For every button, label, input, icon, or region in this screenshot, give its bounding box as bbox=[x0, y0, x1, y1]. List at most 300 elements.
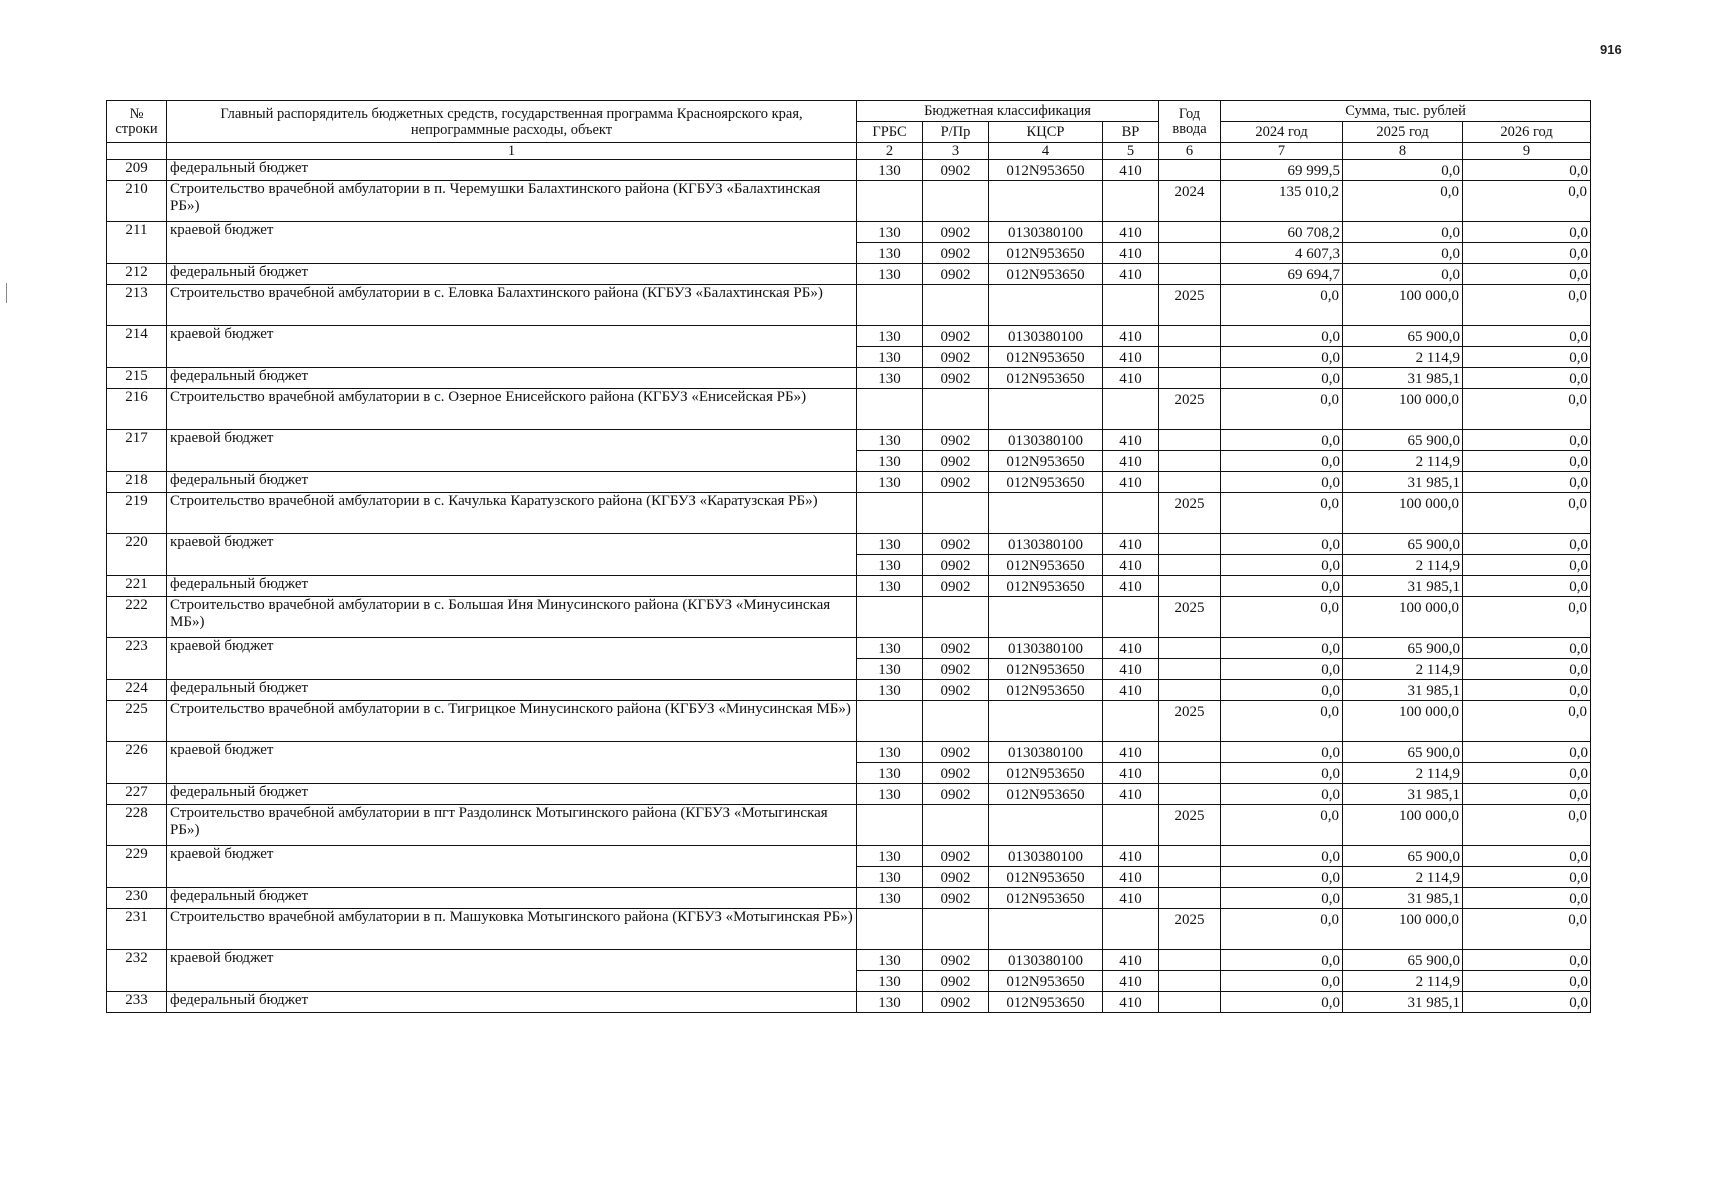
amount-2024-cell: 69 694,7 bbox=[1221, 264, 1343, 285]
header-grbs: ГРБС bbox=[857, 122, 923, 143]
header-rpr: Р/Пр bbox=[923, 122, 989, 143]
row-number: 228 bbox=[107, 805, 167, 846]
kcsr-cell bbox=[989, 181, 1103, 222]
kcsr-cell: 0130380100 bbox=[989, 222, 1103, 243]
row-number: 209 bbox=[107, 160, 167, 181]
kcsr-cell: 012N953650 bbox=[989, 160, 1103, 181]
row-name: Строительство врачебной амбулатории в с. Озерное Енисейского района (КГБУЗ «Енисейская РБ») bbox=[167, 389, 857, 430]
grbs-cell: 130 bbox=[857, 576, 923, 597]
row-number: 232 bbox=[107, 950, 167, 992]
grbs-cell bbox=[857, 597, 923, 638]
grbs-cell: 130 bbox=[857, 326, 923, 347]
amount-2025-cell: 31 985,1 bbox=[1343, 680, 1463, 701]
amount-2024-cell: 0,0 bbox=[1221, 576, 1343, 597]
table-header bbox=[107, 101, 1591, 160]
rpr-cell: 0902 bbox=[923, 742, 989, 763]
row-number: 212 bbox=[107, 264, 167, 285]
kcsr-cell: 012N953650 bbox=[989, 451, 1103, 472]
year-cell bbox=[1159, 659, 1221, 680]
amount-2026-cell: 0,0 bbox=[1463, 888, 1591, 909]
rpr-cell: 0902 bbox=[923, 992, 989, 1013]
year-cell bbox=[1159, 576, 1221, 597]
kcsr-cell: 0130380100 bbox=[989, 534, 1103, 555]
row-name: федеральный бюджет bbox=[167, 264, 857, 285]
row-number: 224 bbox=[107, 680, 167, 701]
header-index-9: 9 bbox=[1463, 143, 1591, 160]
kcsr-cell: 012N953650 bbox=[989, 784, 1103, 805]
row-number: 220 bbox=[107, 534, 167, 576]
amount-2026-cell: 0,0 bbox=[1463, 451, 1591, 472]
amount-2025-cell: 31 985,1 bbox=[1343, 472, 1463, 493]
header-index-8: 8 bbox=[1343, 143, 1463, 160]
year-cell: 2025 bbox=[1159, 805, 1221, 846]
grbs-cell: 130 bbox=[857, 742, 923, 763]
year-cell bbox=[1159, 888, 1221, 909]
table-row bbox=[107, 472, 1591, 493]
kcsr-cell: 0130380100 bbox=[989, 430, 1103, 451]
vr-cell: 410 bbox=[1103, 243, 1159, 264]
year-cell bbox=[1159, 950, 1221, 971]
kcsr-cell: 012N953650 bbox=[989, 867, 1103, 888]
table-row bbox=[107, 264, 1591, 285]
rpr-cell: 0902 bbox=[923, 659, 989, 680]
table-row bbox=[107, 992, 1591, 1013]
amount-2026-cell: 0,0 bbox=[1463, 389, 1591, 430]
amount-2024-cell: 0,0 bbox=[1221, 472, 1343, 493]
grbs-cell: 130 bbox=[857, 555, 923, 576]
grbs-cell: 130 bbox=[857, 680, 923, 701]
header-row-no: № строки bbox=[107, 101, 167, 143]
rpr-cell bbox=[923, 701, 989, 742]
grbs-cell bbox=[857, 181, 923, 222]
grbs-cell: 130 bbox=[857, 763, 923, 784]
amount-2025-cell: 31 985,1 bbox=[1343, 576, 1463, 597]
table-row bbox=[107, 222, 1591, 243]
vr-cell bbox=[1103, 805, 1159, 846]
kcsr-cell bbox=[989, 701, 1103, 742]
amount-2025-cell: 65 900,0 bbox=[1343, 638, 1463, 659]
kcsr-cell bbox=[989, 597, 1103, 638]
table-row bbox=[107, 160, 1591, 181]
amount-2024-cell: 4 607,3 bbox=[1221, 243, 1343, 264]
rpr-cell: 0902 bbox=[923, 888, 989, 909]
amount-2026-cell: 0,0 bbox=[1463, 555, 1591, 576]
row-name: федеральный бюджет bbox=[167, 160, 857, 181]
rpr-cell bbox=[923, 805, 989, 846]
amount-2026-cell: 0,0 bbox=[1463, 909, 1591, 950]
amount-2026-cell: 0,0 bbox=[1463, 992, 1591, 1013]
amount-2024-cell: 69 999,5 bbox=[1221, 160, 1343, 181]
amount-2025-cell: 65 900,0 bbox=[1343, 430, 1463, 451]
rpr-cell: 0902 bbox=[923, 451, 989, 472]
amount-2025-cell: 65 900,0 bbox=[1343, 742, 1463, 763]
row-name: Строительство врачебной амбулатории в с. Большая Иня Минусинского района (КГБУЗ «Минусинская МБ») bbox=[167, 597, 857, 638]
amount-2024-cell: 0,0 bbox=[1221, 742, 1343, 763]
rpr-cell: 0902 bbox=[923, 160, 989, 181]
amount-2025-cell: 31 985,1 bbox=[1343, 784, 1463, 805]
vr-cell: 410 bbox=[1103, 430, 1159, 451]
amount-2025-cell: 31 985,1 bbox=[1343, 888, 1463, 909]
amount-2025-cell: 31 985,1 bbox=[1343, 992, 1463, 1013]
year-cell bbox=[1159, 451, 1221, 472]
table-row bbox=[107, 368, 1591, 389]
row-number: 227 bbox=[107, 784, 167, 805]
amount-2024-cell: 0,0 bbox=[1221, 784, 1343, 805]
year-cell: 2025 bbox=[1159, 597, 1221, 638]
amount-2026-cell: 0,0 bbox=[1463, 784, 1591, 805]
vr-cell bbox=[1103, 597, 1159, 638]
grbs-cell: 130 bbox=[857, 347, 923, 368]
header-index-2: 2 bbox=[857, 143, 923, 160]
vr-cell: 410 bbox=[1103, 472, 1159, 493]
rpr-cell: 0902 bbox=[923, 950, 989, 971]
kcsr-cell: 012N953650 bbox=[989, 992, 1103, 1013]
grbs-cell: 130 bbox=[857, 638, 923, 659]
row-number: 221 bbox=[107, 576, 167, 597]
row-name: краевой бюджет bbox=[167, 638, 857, 680]
amount-2026-cell: 0,0 bbox=[1463, 763, 1591, 784]
amount-2025-cell: 0,0 bbox=[1343, 160, 1463, 181]
row-name: Строительство врачебной амбулатории в пгт Раздолинск Мотыгинского района (КГБУЗ «Мотыгинская РБ») bbox=[167, 805, 857, 846]
header-index-blank bbox=[107, 143, 167, 160]
amount-2026-cell: 0,0 bbox=[1463, 347, 1591, 368]
header-index-1: 1 bbox=[167, 143, 857, 160]
table-row-object bbox=[107, 701, 1591, 742]
amount-2026-cell: 0,0 bbox=[1463, 971, 1591, 992]
row-name: краевой бюджет bbox=[167, 950, 857, 992]
vr-cell bbox=[1103, 389, 1159, 430]
kcsr-cell bbox=[989, 909, 1103, 950]
margin-mark bbox=[6, 283, 7, 303]
vr-cell: 410 bbox=[1103, 326, 1159, 347]
amount-2024-cell: 0,0 bbox=[1221, 763, 1343, 784]
vr-cell: 410 bbox=[1103, 659, 1159, 680]
year-cell bbox=[1159, 534, 1221, 555]
amount-2025-cell: 65 900,0 bbox=[1343, 534, 1463, 555]
amount-2026-cell: 0,0 bbox=[1463, 680, 1591, 701]
amount-2026-cell: 0,0 bbox=[1463, 659, 1591, 680]
amount-2025-cell: 100 000,0 bbox=[1343, 805, 1463, 846]
row-name: краевой бюджет bbox=[167, 742, 857, 784]
row-name: федеральный бюджет bbox=[167, 368, 857, 389]
vr-cell bbox=[1103, 701, 1159, 742]
kcsr-cell bbox=[989, 805, 1103, 846]
year-cell: 2024 bbox=[1159, 181, 1221, 222]
year-cell bbox=[1159, 971, 1221, 992]
header-2026: 2026 год bbox=[1463, 122, 1591, 143]
amount-2026-cell: 0,0 bbox=[1463, 243, 1591, 264]
vr-cell: 410 bbox=[1103, 264, 1159, 285]
header-vr: ВР bbox=[1103, 122, 1159, 143]
year-cell: 2025 bbox=[1159, 701, 1221, 742]
kcsr-cell: 0130380100 bbox=[989, 638, 1103, 659]
row-number: 230 bbox=[107, 888, 167, 909]
amount-2024-cell: 0,0 bbox=[1221, 285, 1343, 326]
vr-cell: 410 bbox=[1103, 763, 1159, 784]
kcsr-cell: 012N953650 bbox=[989, 659, 1103, 680]
kcsr-cell bbox=[989, 389, 1103, 430]
rpr-cell: 0902 bbox=[923, 347, 989, 368]
vr-cell: 410 bbox=[1103, 888, 1159, 909]
rpr-cell bbox=[923, 181, 989, 222]
row-number: 216 bbox=[107, 389, 167, 430]
amount-2026-cell: 0,0 bbox=[1463, 472, 1591, 493]
year-cell bbox=[1159, 742, 1221, 763]
amount-2024-cell: 0,0 bbox=[1221, 888, 1343, 909]
amount-2025-cell: 65 900,0 bbox=[1343, 326, 1463, 347]
table-row bbox=[107, 950, 1591, 971]
kcsr-cell: 012N953650 bbox=[989, 763, 1103, 784]
row-number: 214 bbox=[107, 326, 167, 368]
year-cell bbox=[1159, 243, 1221, 264]
rpr-cell: 0902 bbox=[923, 472, 989, 493]
row-number: 233 bbox=[107, 992, 167, 1013]
header-year: Год ввода bbox=[1159, 101, 1221, 143]
vr-cell: 410 bbox=[1103, 576, 1159, 597]
amount-2026-cell: 0,0 bbox=[1463, 264, 1591, 285]
grbs-cell: 130 bbox=[857, 659, 923, 680]
header-kcsr: КЦСР bbox=[989, 122, 1103, 143]
rpr-cell bbox=[923, 597, 989, 638]
grbs-cell: 130 bbox=[857, 950, 923, 971]
row-number: 223 bbox=[107, 638, 167, 680]
amount-2026-cell: 0,0 bbox=[1463, 742, 1591, 763]
amount-2024-cell: 0,0 bbox=[1221, 451, 1343, 472]
rpr-cell: 0902 bbox=[923, 368, 989, 389]
header-index-5: 5 bbox=[1103, 143, 1159, 160]
budget-table bbox=[106, 100, 1591, 1013]
rpr-cell: 0902 bbox=[923, 638, 989, 659]
amount-2024-cell: 0,0 bbox=[1221, 389, 1343, 430]
vr-cell bbox=[1103, 181, 1159, 222]
vr-cell: 410 bbox=[1103, 846, 1159, 867]
year-cell: 2025 bbox=[1159, 285, 1221, 326]
rpr-cell bbox=[923, 909, 989, 950]
rpr-cell: 0902 bbox=[923, 222, 989, 243]
amount-2024-cell: 0,0 bbox=[1221, 555, 1343, 576]
header-2025: 2025 год bbox=[1343, 122, 1463, 143]
rpr-cell bbox=[923, 389, 989, 430]
grbs-cell: 130 bbox=[857, 430, 923, 451]
table-row bbox=[107, 846, 1591, 867]
vr-cell: 410 bbox=[1103, 368, 1159, 389]
amount-2025-cell: 100 000,0 bbox=[1343, 701, 1463, 742]
rpr-cell: 0902 bbox=[923, 867, 989, 888]
kcsr-cell: 012N953650 bbox=[989, 576, 1103, 597]
grbs-cell: 130 bbox=[857, 451, 923, 472]
rpr-cell: 0902 bbox=[923, 264, 989, 285]
year-cell bbox=[1159, 555, 1221, 576]
vr-cell: 410 bbox=[1103, 992, 1159, 1013]
grbs-cell: 130 bbox=[857, 846, 923, 867]
amount-2024-cell: 0,0 bbox=[1221, 430, 1343, 451]
amount-2024-cell: 0,0 bbox=[1221, 326, 1343, 347]
kcsr-cell: 012N953650 bbox=[989, 888, 1103, 909]
year-cell bbox=[1159, 160, 1221, 181]
amount-2024-cell: 0,0 bbox=[1221, 971, 1343, 992]
year-cell bbox=[1159, 638, 1221, 659]
row-name: краевой бюджет bbox=[167, 846, 857, 888]
vr-cell: 410 bbox=[1103, 784, 1159, 805]
row-name: федеральный бюджет bbox=[167, 472, 857, 493]
kcsr-cell: 0130380100 bbox=[989, 950, 1103, 971]
page-number: 916 bbox=[1600, 42, 1622, 57]
table-row bbox=[107, 888, 1591, 909]
kcsr-cell bbox=[989, 285, 1103, 326]
amount-2025-cell: 100 000,0 bbox=[1343, 493, 1463, 534]
amount-2024-cell: 0,0 bbox=[1221, 659, 1343, 680]
vr-cell: 410 bbox=[1103, 742, 1159, 763]
rpr-cell: 0902 bbox=[923, 680, 989, 701]
grbs-cell bbox=[857, 701, 923, 742]
kcsr-cell: 012N953650 bbox=[989, 555, 1103, 576]
vr-cell bbox=[1103, 493, 1159, 534]
table-row bbox=[107, 326, 1591, 347]
row-number: 226 bbox=[107, 742, 167, 784]
year-cell: 2025 bbox=[1159, 493, 1221, 534]
amount-2025-cell: 65 900,0 bbox=[1343, 950, 1463, 971]
grbs-cell: 130 bbox=[857, 784, 923, 805]
kcsr-cell: 012N953650 bbox=[989, 368, 1103, 389]
year-cell bbox=[1159, 867, 1221, 888]
rpr-cell: 0902 bbox=[923, 763, 989, 784]
grbs-cell: 130 bbox=[857, 992, 923, 1013]
amount-2024-cell: 0,0 bbox=[1221, 867, 1343, 888]
amount-2026-cell: 0,0 bbox=[1463, 326, 1591, 347]
row-name: федеральный бюджет bbox=[167, 888, 857, 909]
amount-2025-cell: 2 114,9 bbox=[1343, 659, 1463, 680]
grbs-cell: 130 bbox=[857, 888, 923, 909]
grbs-cell: 130 bbox=[857, 368, 923, 389]
row-name: краевой бюджет bbox=[167, 326, 857, 368]
header-sum: Сумма, тыс. рублей bbox=[1221, 101, 1591, 122]
table-row bbox=[107, 534, 1591, 555]
grbs-cell bbox=[857, 909, 923, 950]
grbs-cell bbox=[857, 805, 923, 846]
amount-2025-cell: 0,0 bbox=[1343, 243, 1463, 264]
amount-2025-cell: 0,0 bbox=[1343, 264, 1463, 285]
vr-cell bbox=[1103, 909, 1159, 950]
row-number: 210 bbox=[107, 181, 167, 222]
row-number: 231 bbox=[107, 909, 167, 950]
rpr-cell: 0902 bbox=[923, 846, 989, 867]
amount-2024-cell: 0,0 bbox=[1221, 597, 1343, 638]
row-name: Строительство врачебной амбулатории в с. Качулька Каратузского района (КГБУЗ «Каратузская РБ») bbox=[167, 493, 857, 534]
year-cell bbox=[1159, 472, 1221, 493]
amount-2026-cell: 0,0 bbox=[1463, 638, 1591, 659]
row-number: 225 bbox=[107, 701, 167, 742]
vr-cell: 410 bbox=[1103, 222, 1159, 243]
amount-2026-cell: 0,0 bbox=[1463, 950, 1591, 971]
amount-2025-cell: 0,0 bbox=[1343, 222, 1463, 243]
amount-2024-cell: 0,0 bbox=[1221, 909, 1343, 950]
row-name: федеральный бюджет bbox=[167, 680, 857, 701]
header-index-4: 4 bbox=[989, 143, 1103, 160]
amount-2024-cell: 0,0 bbox=[1221, 368, 1343, 389]
table-row bbox=[107, 784, 1591, 805]
row-name: федеральный бюджет bbox=[167, 784, 857, 805]
amount-2025-cell: 100 000,0 bbox=[1343, 597, 1463, 638]
row-name: краевой бюджет bbox=[167, 430, 857, 472]
year-cell bbox=[1159, 763, 1221, 784]
grbs-cell bbox=[857, 285, 923, 326]
amount-2026-cell: 0,0 bbox=[1463, 368, 1591, 389]
kcsr-cell: 012N953650 bbox=[989, 680, 1103, 701]
rpr-cell: 0902 bbox=[923, 534, 989, 555]
row-name: краевой бюджет bbox=[167, 222, 857, 264]
grbs-cell: 130 bbox=[857, 222, 923, 243]
rpr-cell: 0902 bbox=[923, 576, 989, 597]
grbs-cell: 130 bbox=[857, 160, 923, 181]
rpr-cell: 0902 bbox=[923, 243, 989, 264]
amount-2024-cell: 0,0 bbox=[1221, 701, 1343, 742]
rpr-cell bbox=[923, 493, 989, 534]
header-index-6: 6 bbox=[1159, 143, 1221, 160]
table-row-object bbox=[107, 285, 1591, 326]
year-cell bbox=[1159, 368, 1221, 389]
table-row-object bbox=[107, 597, 1591, 638]
amount-2025-cell: 100 000,0 bbox=[1343, 909, 1463, 950]
table-row bbox=[107, 638, 1591, 659]
header-name: Главный распорядитель бюджетных средств, государственная программа Красноярского края, непрограммные расходы, объект bbox=[167, 101, 857, 143]
amount-2026-cell: 0,0 bbox=[1463, 534, 1591, 555]
row-number: 213 bbox=[107, 285, 167, 326]
year-cell bbox=[1159, 430, 1221, 451]
grbs-cell bbox=[857, 493, 923, 534]
year-cell: 2025 bbox=[1159, 909, 1221, 950]
row-name: Строительство врачебной амбулатории в с. Тигрицкое Минусинского района (КГБУЗ «Минусинская МБ») bbox=[167, 701, 857, 742]
year-cell bbox=[1159, 784, 1221, 805]
header-index-7: 7 bbox=[1221, 143, 1343, 160]
amount-2025-cell: 2 114,9 bbox=[1343, 867, 1463, 888]
row-number: 229 bbox=[107, 846, 167, 888]
table-row-object bbox=[107, 181, 1591, 222]
kcsr-cell: 012N953650 bbox=[989, 472, 1103, 493]
vr-cell: 410 bbox=[1103, 347, 1159, 368]
amount-2024-cell: 135 010,2 bbox=[1221, 181, 1343, 222]
table-row-object bbox=[107, 493, 1591, 534]
amount-2024-cell: 0,0 bbox=[1221, 347, 1343, 368]
amount-2024-cell: 0,0 bbox=[1221, 992, 1343, 1013]
grbs-cell: 130 bbox=[857, 243, 923, 264]
table-row-object bbox=[107, 909, 1591, 950]
row-name: краевой бюджет bbox=[167, 534, 857, 576]
rpr-cell: 0902 bbox=[923, 784, 989, 805]
amount-2025-cell: 2 114,9 bbox=[1343, 971, 1463, 992]
vr-cell bbox=[1103, 285, 1159, 326]
kcsr-cell: 0130380100 bbox=[989, 326, 1103, 347]
grbs-cell: 130 bbox=[857, 472, 923, 493]
vr-cell: 410 bbox=[1103, 971, 1159, 992]
row-name: Строительство врачебной амбулатории в п. Черемушки Балахтинского района (КГБУЗ «Балахтинская РБ») bbox=[167, 181, 857, 222]
row-name: Строительство врачебной амбулатории в с. Еловка Балахтинского района (КГБУЗ «Балахтинская РБ») bbox=[167, 285, 857, 326]
row-number: 222 bbox=[107, 597, 167, 638]
year-cell bbox=[1159, 222, 1221, 243]
kcsr-cell: 012N953650 bbox=[989, 971, 1103, 992]
kcsr-cell: 0130380100 bbox=[989, 846, 1103, 867]
header-2024: 2024 год bbox=[1221, 122, 1343, 143]
amount-2025-cell: 100 000,0 bbox=[1343, 389, 1463, 430]
kcsr-cell: 012N953650 bbox=[989, 243, 1103, 264]
vr-cell: 410 bbox=[1103, 534, 1159, 555]
vr-cell: 410 bbox=[1103, 555, 1159, 576]
amount-2025-cell: 2 114,9 bbox=[1343, 347, 1463, 368]
header-classification: Бюджетная классификация bbox=[857, 101, 1159, 122]
rpr-cell: 0902 bbox=[923, 555, 989, 576]
amount-2026-cell: 0,0 bbox=[1463, 160, 1591, 181]
amount-2026-cell: 0,0 bbox=[1463, 493, 1591, 534]
year-cell bbox=[1159, 992, 1221, 1013]
